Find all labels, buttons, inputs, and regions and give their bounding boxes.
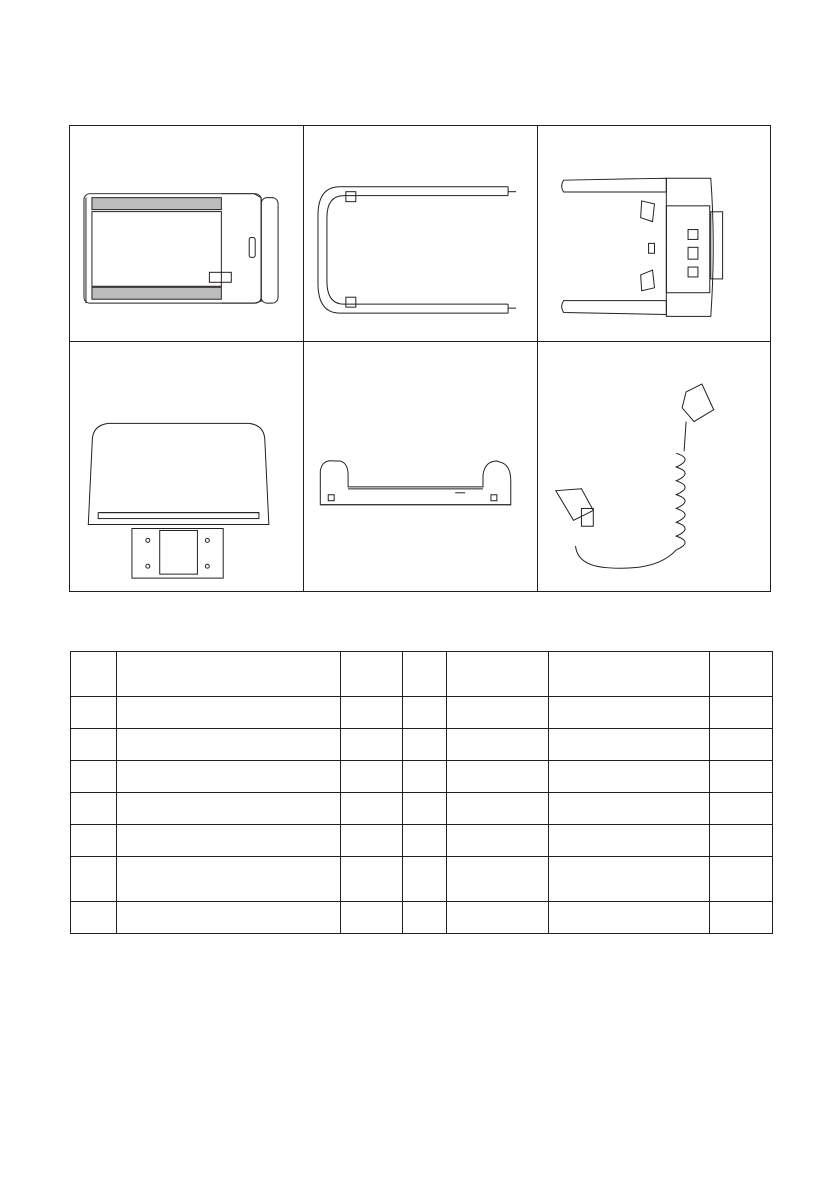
- table-cell: [710, 697, 773, 729]
- table-cell: [341, 761, 403, 793]
- handrail-figure: [304, 126, 538, 342]
- table-cell: [71, 697, 117, 729]
- table-header-cell: [447, 652, 549, 697]
- table-cell: [549, 825, 710, 857]
- table-cell: [403, 793, 447, 825]
- base-frame-figure: [304, 342, 538, 591]
- table-cell: [403, 902, 447, 934]
- table-row: [71, 793, 773, 825]
- table-cell: [71, 825, 117, 857]
- handrail-drawing: [304, 126, 537, 341]
- table-cell: [710, 793, 773, 825]
- table-cell: [117, 761, 341, 793]
- table-row: [71, 902, 773, 934]
- header-rule: [0, 0, 839, 60]
- table-cell: [71, 902, 117, 934]
- table-cell: [71, 729, 117, 761]
- table-cell: [71, 857, 117, 902]
- table-cell: [71, 793, 117, 825]
- treadmill-deck-drawing: [70, 126, 303, 341]
- table-cell: [341, 729, 403, 761]
- table-header-cell: [710, 652, 773, 697]
- table-header-cell: [341, 652, 403, 697]
- table-cell: [447, 857, 549, 902]
- table-header-cell: [71, 652, 117, 697]
- parts-list-table: [70, 651, 773, 934]
- power-cord-figure: [538, 342, 770, 591]
- console-drawing: [538, 126, 770, 341]
- treadmill-deck-figure: [70, 126, 304, 342]
- table-cell: [117, 793, 341, 825]
- table-header-cell: [117, 652, 341, 697]
- table-header-cell: [549, 652, 710, 697]
- table-cell: [117, 729, 341, 761]
- table-row: [71, 729, 773, 761]
- table-cell: [117, 697, 341, 729]
- table-cell: [710, 825, 773, 857]
- table-cell: [117, 902, 341, 934]
- table-cell: [341, 697, 403, 729]
- table-cell: [710, 857, 773, 902]
- table-cell: [71, 761, 117, 793]
- table-cell: [341, 825, 403, 857]
- table-cell: [710, 761, 773, 793]
- table-row: [71, 825, 773, 857]
- table-cell: [447, 697, 549, 729]
- motor-cover-figure: [70, 342, 304, 591]
- table-cell: [549, 857, 710, 902]
- table-cell: [447, 825, 549, 857]
- table-cell: [710, 902, 773, 934]
- table-cell: [549, 793, 710, 825]
- table-cell: [117, 825, 341, 857]
- table-cell: [341, 902, 403, 934]
- table-cell: [403, 729, 447, 761]
- table-cell: [447, 729, 549, 761]
- table-row: [71, 857, 773, 902]
- console-figure: [538, 126, 770, 342]
- table-cell: [549, 729, 710, 761]
- table-cell: [403, 761, 447, 793]
- table-cell: [447, 761, 549, 793]
- table-cell: [403, 825, 447, 857]
- table-row: [71, 761, 773, 793]
- motor-cover-drawing: [70, 342, 303, 591]
- table-cell: [710, 729, 773, 761]
- table-header-cell: [403, 652, 447, 697]
- power-cord-drawing: [538, 342, 770, 591]
- parts-illustration-grid: [69, 125, 771, 592]
- table-cell: [549, 697, 710, 729]
- table-cell: [447, 793, 549, 825]
- table-cell: [549, 761, 710, 793]
- table-cell: [341, 857, 403, 902]
- base-frame-drawing: [304, 342, 537, 591]
- table-cell: [403, 857, 447, 902]
- table-cell: [341, 793, 403, 825]
- table-cell: [447, 902, 549, 934]
- table-row: [71, 697, 773, 729]
- table-header-row: [71, 652, 773, 697]
- table-cell: [403, 697, 447, 729]
- table-cell: [549, 902, 710, 934]
- table-cell: [117, 857, 341, 902]
